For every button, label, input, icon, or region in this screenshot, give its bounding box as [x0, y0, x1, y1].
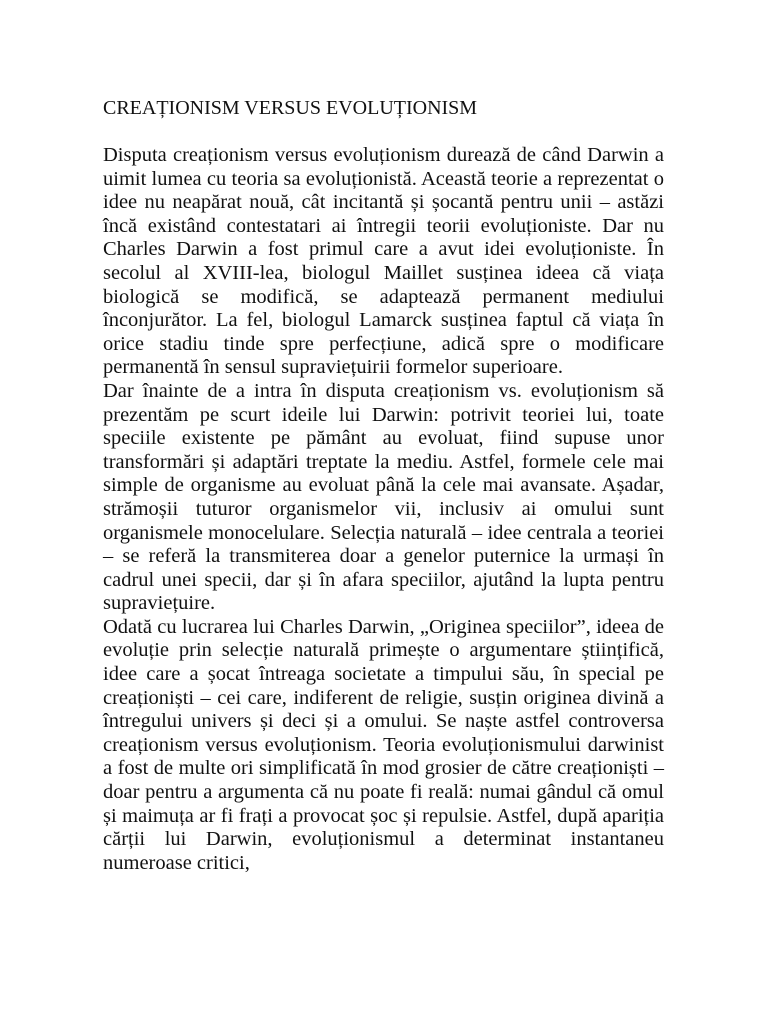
paragraph-2: Dar înainte de a intra în disputa creaționism vs. evoluționism să prezentăm pe scurt ideile lui Darwin: potrivit teoriei lui, toate speciile existente pe pământ au evoluat, fiind supuse unor transformări și adaptări treptate la mediu. Astfel, formele cele mai simple de organisme au evoluat până la cele mai avansate. Așadar, strămoșii tuturor organismelor vii, inclusiv ai omului sunt organismele monocelulare. Selecția naturală – idee centrala a teoriei – se referă la transmiterea doar a genelor puternice la urmași în cadrul unei specii, dar și în afara speciilor, ajutând la lupta pentru supraviețuire. — [103, 379, 664, 615]
paragraph-1: Disputa creaționism versus evoluționism durează de când Darwin a uimit lumea cu teoria sa evoluționistă. Această teorie a reprezentat o idee nu neapărat nouă, cât incitantă și șocantă pentru unii – astăzi încă existând contestatari ai întregii teorii evoluționiste. Dar nu Charles Darwin a fost primul care a avut idei evoluționiste. În secolul al XVIII-lea, biologul Maillet susținea ideea că viața biologică se modifică, se adaptează permanent mediului înconjurător. La fel, biologul Lamarck susținea faptul că viața în orice stadiu tinde spre perfecțiune, adică spre o modificare permanentă în sensul supraviețuirii formelor superioare. — [103, 144, 664, 379]
document-title: CREAȚIONISM VERSUS EVOLUȚIONISM — [103, 97, 478, 119]
paragraph-3: Odată cu lucrarea lui Charles Darwin, „Originea speciilor”, ideea de evoluție prin selecție naturală primește o argumentare științifică, idee care a șocat întreaga societate a timpului său, în special pe creaționiști – cei care, indiferent de religie, susțin originea divină a întregului univers și deci și a omului. Se naște astfel controversa creaționism versus evoluționism. Teoria evoluționismului darwinist a fost de multe ori simplificată în mod grosier de către creaționiști – doar pentru a argumenta că nu poate fi reală: numai gândul că omul și maimuța ar fi frați a provocat șoc și repulsie. Astfel, după apariția cărții lui Darwin, evoluționismul a determinat instantaneu numeroase critici, — [103, 615, 664, 874]
document-body — [103, 144, 664, 875]
